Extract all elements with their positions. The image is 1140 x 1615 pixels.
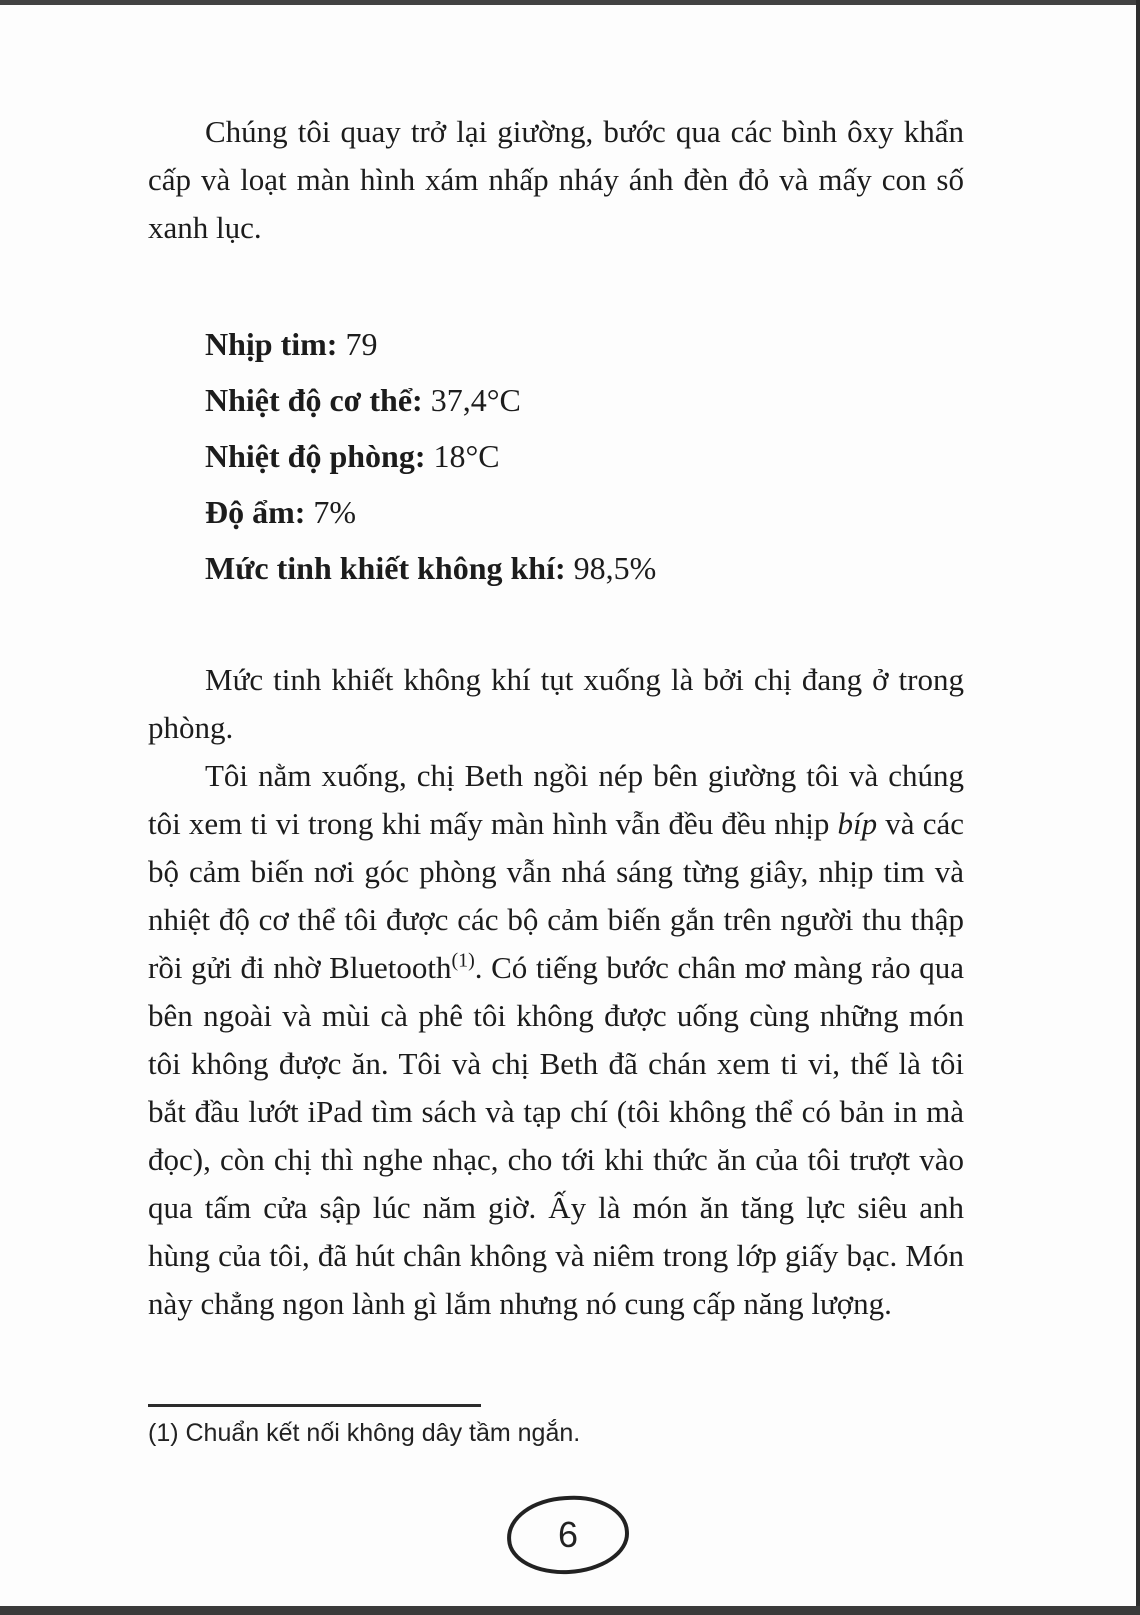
scan-edge-right xyxy=(1136,0,1140,1615)
footnote-block xyxy=(148,1404,968,1449)
vital-row-air-purity xyxy=(205,540,964,596)
page-number-oval xyxy=(505,1493,631,1577)
page-number: 6 xyxy=(557,1514,579,1555)
paragraph-story xyxy=(148,752,964,1328)
vital-value: 18°C xyxy=(433,438,500,474)
vital-label: Nhịp tim xyxy=(205,326,327,362)
vital-separator: : xyxy=(414,438,434,474)
vital-label: Độ ẩm xyxy=(205,494,295,530)
footnote-text: (1) Chuẩn kết nối không dây tầm ngắn. xyxy=(148,1419,581,1447)
vital-row-body-temp xyxy=(205,372,964,428)
italic-onomatopoeia: bíp xyxy=(837,806,878,841)
vital-separator: : xyxy=(294,494,314,530)
paragraph-intro: Chúng tôi quay trở lại giường, bước qua các bình ôxy khẩn cấp và loạt màn hình xám nhấp nháy ánh đèn đỏ và mấy con số xanh lục. xyxy=(148,114,964,245)
vital-label: Mức tinh khiết không khí xyxy=(205,550,555,586)
vital-label: Nhiệt độ phòng xyxy=(205,438,415,474)
vital-row-heart-rate xyxy=(205,316,964,372)
vital-row-humidity xyxy=(205,484,964,540)
vital-value: 79 xyxy=(345,326,378,362)
vitals-list xyxy=(205,316,964,596)
scan-edge-top xyxy=(0,0,1140,5)
vital-separator: : xyxy=(326,326,346,362)
vital-value: 7% xyxy=(313,494,357,530)
paragraph-air-purity: Mức tinh khiết không khí tụt xuống là bởi chị đang ở trong phòng. xyxy=(148,662,964,745)
paragraph-story-text: . Có tiếng bước chân mơ màng rảo qua bên ngoài và mùi cà phê tôi không được uống cùng những món tôi không được ăn. Tôi và chị Beth đã chán xem ti vi, thế là tôi bắt đầu lướt iPad tìm sách và tạp chí (tôi không thể có bản in mà đọc), còn chị thì nghe nhạc, cho tới khi thức ăn của tôi trượt vào qua tấm cửa sập lúc năm giờ. Ấy là món ăn tăng lực siêu anh hùng của tôi, đã hút chân không và niêm trong lớp giấy bạc. Món này chẳng ngon lành gì lắm nhưng nó cung cấp năng lượng. xyxy=(148,950,964,1321)
paragraph-story-text: và các bộ cảm biến nơi góc phòng vẫn nhá sáng từng giây, nhịp tim và nhiệt độ cơ thể tôi được các bộ cảm biến gắn trên người thu thập rồi gửi đi nhờ Bluetooth xyxy=(148,806,964,985)
vital-label: Nhiệt độ cơ thể xyxy=(205,382,413,418)
footnote-divider xyxy=(148,1404,481,1407)
vital-separator: : xyxy=(554,550,574,586)
scan-edge-bottom xyxy=(0,1606,1140,1615)
paragraph-story-text: Tôi nằm xuống, chị Beth ngồi nép bên giường tôi và chúng tôi xem ti vi trong khi mấy màn hình vẫn đều đều nhịp xyxy=(148,758,964,841)
vital-separator: : xyxy=(412,382,431,418)
footnote-marker: (1) xyxy=(451,949,475,972)
vital-row-room-temp xyxy=(205,428,964,484)
vital-value: 37,4°C xyxy=(430,382,521,418)
vital-value: 98,5% xyxy=(573,550,657,586)
